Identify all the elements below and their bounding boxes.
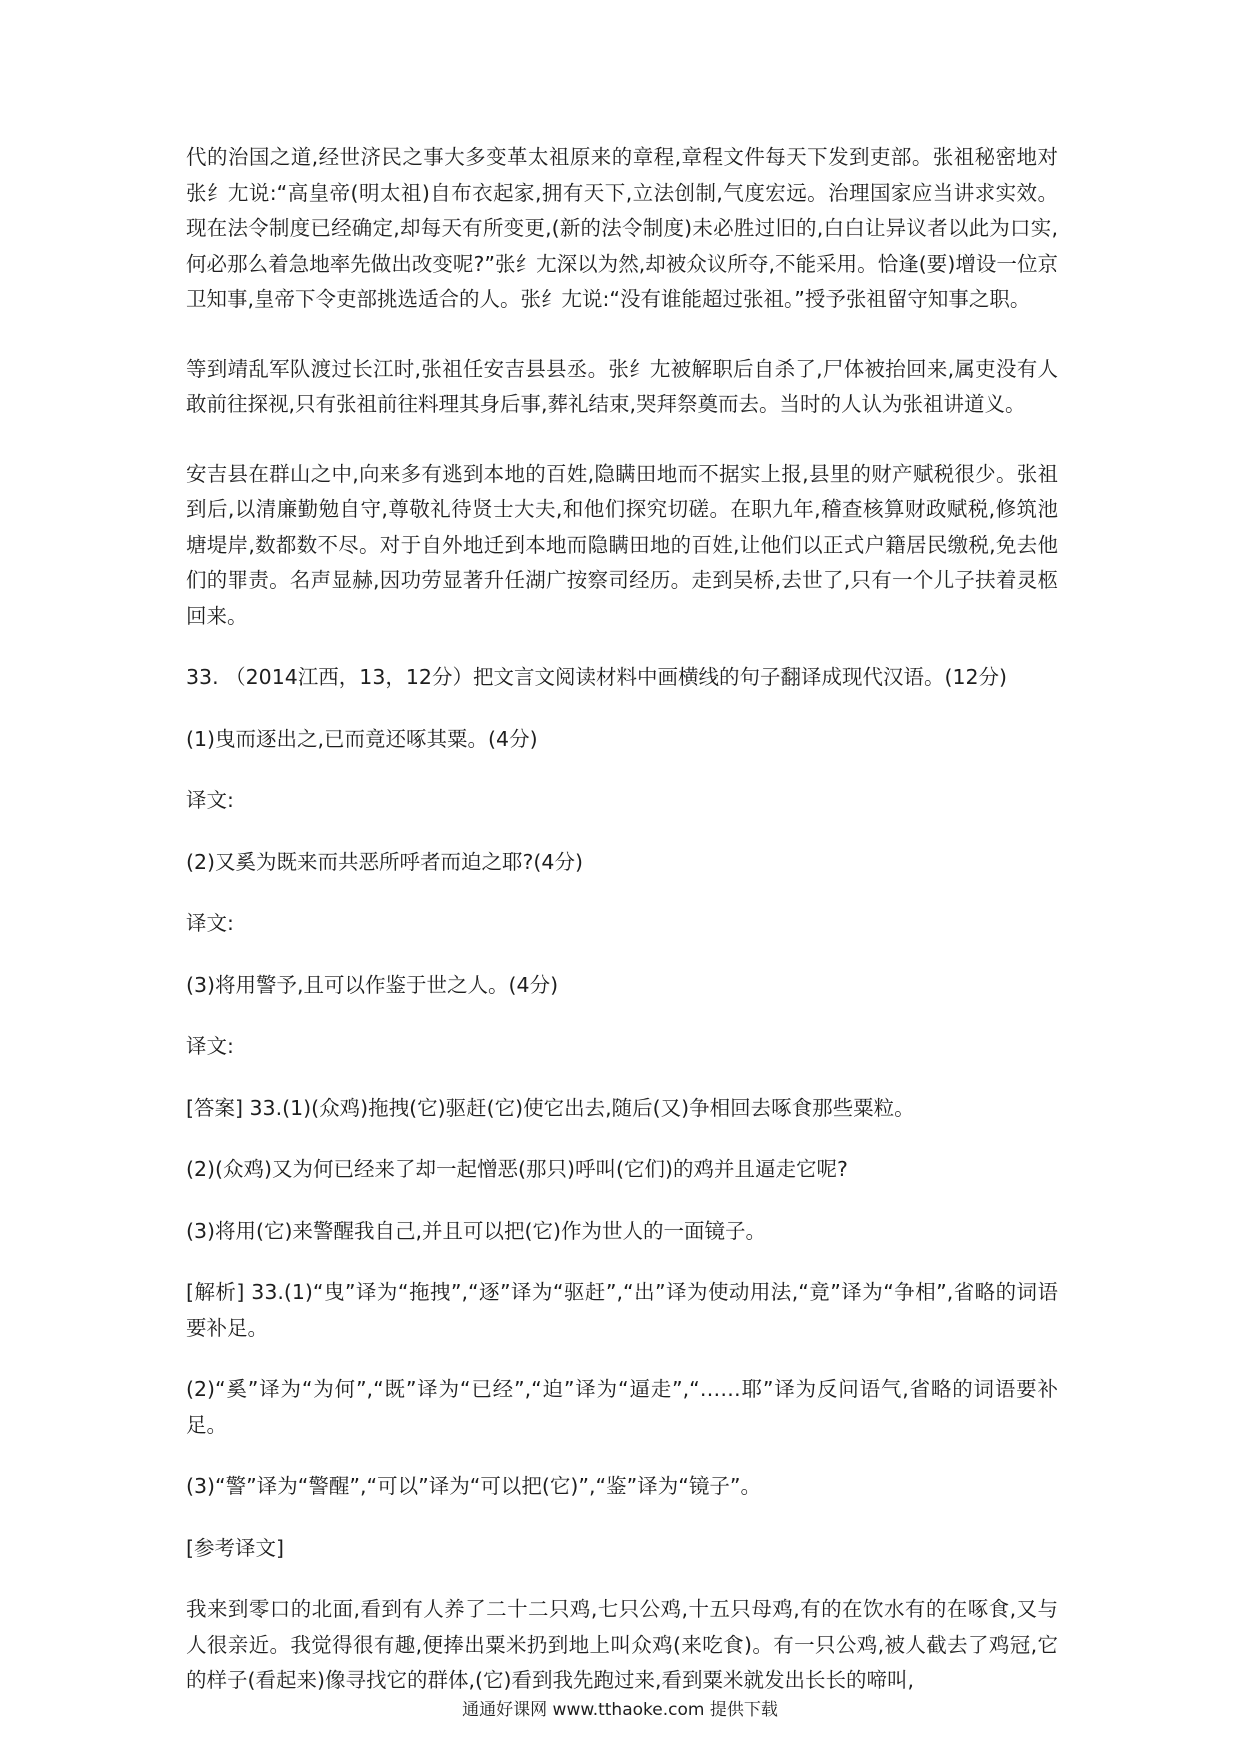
paragraph-zhangzu-loyalty: 等到靖乱军队渡过长江时,张祖任安吉县县丞。张纟尢被解职后自杀了,尸体被抬回来,属吏没有人敢前往探视,只有张祖前往料理其身后事,葬礼结束,哭拜祭奠而去。当时的人认为张祖讲道义。 bbox=[186, 356, 1058, 416]
document-body bbox=[186, 140, 1058, 1699]
analysis-33-2: (2)“奚”译为“为何”,“既”译为“已经”,“迫”译为“逼走”,“……耶”译为反问语气,省略的词语要补足。 bbox=[186, 1377, 1058, 1437]
analysis-33-1: [解析] 33.(1)“曳”译为“拖拽”,“逐”译为“驱赶”,“出”译为使动用法,“竟”译为“争相”,省略的词语要补足。 bbox=[186, 1280, 1058, 1340]
translation-label-2: 译文: bbox=[186, 911, 234, 935]
paragraph-anji-county: 安吉县在群山之中,向来多有逃到本地的百姓,隐瞒田地而不据实上报,县里的财产赋税很少。张祖到后,以清廉勤勉自守,尊敬礼待贤士大夫,和他们探究切磋。在职九年,稽查核算财政赋税,修筑池塘堤岸,数都数不尽。对于自外地迁到本地而隐瞒田地的百姓,让他们以正式户籍居民缴税,免去他们的罪责。名声显赫,因功劳显著升任湖广按察司经历。走到吴桥,去世了,只有一个儿子扶着灵柩回来。 bbox=[186, 461, 1058, 628]
question-33-item-2: (2)又奚为既来而共恶所呼者而迫之耶?(4分) bbox=[186, 849, 583, 874]
reference-translation-heading: [参考译文] bbox=[186, 1535, 284, 1560]
page-footer: 通通好课网 www.tthaoke.com 提供下载 bbox=[462, 1700, 778, 1720]
question-33-item-3: (3)将用警予,且可以作鉴于世之人。(4分) bbox=[186, 972, 559, 997]
paragraph-zhangzu-advice: 代的治国之道,经世济民之事大多变革太祖原来的章程,章程文件每天下发到吏部。张祖秘密地对张纟尢说:“高皇帝(明太祖)自布衣起家,拥有天下,立法创制,气度宏远。治理国家应当讲求实效。现在法令制度已经确定,却每天有所变更,(新的法令制度)未必胜过旧的,白白让异议者以此为口实,何必那么着急地率先做出改变呢?”张纟尢深以为然,却被众议所夺,不能采用。恰逢(要)增设一位京卫知事,皇帝下令吏部挑选适合的人。张纟尢说:“没有谁能超过张祖。”授予张祖留守知事之职。 bbox=[186, 145, 1058, 311]
translation-label-3: 译文: bbox=[186, 1034, 234, 1058]
answer-33-2: (2)(众鸡)又为何已经来了却一起憎恶(那只)呼叫(它们)的鸡并且逼走它呢? bbox=[186, 1157, 848, 1181]
reference-translation-text: 我来到零口的北面,看到有人养了二十二只鸡,七只公鸡,十五只母鸡,有的在饮水有的在啄食,又与人很亲近。我觉得很有趣,便捧出粟米扔到地上叫众鸡(来吃食)。有一只公鸡,被人截去了鸡冠,它的样子(看起来)像寻找它的群体,(它)看到我先跑过来,看到粟米就发出长长的啼叫, bbox=[186, 1597, 1058, 1692]
analysis-33-3: (3)“警”译为“警醒”,“可以”译为“可以把(它)”,“鉴”译为“镜子”。 bbox=[186, 1474, 762, 1498]
question-33-item-1: (1)曳而逐出之,已而竟还啄其粟。(4分) bbox=[186, 726, 538, 751]
answer-33-1: [答案] 33.(1)(众鸡)拖拽(它)驱赶(它)使它出去,随后(又)争相回去啄食那些粟粒。 bbox=[186, 1095, 915, 1120]
answer-33-3: (3)将用(它)来警醒我自己,并且可以把(它)作为世人的一面镜子。 bbox=[186, 1218, 767, 1243]
question-33-heading: 33. （2014江西，13，12分）把文言文阅读材料中画横线的句子翻译成现代汉语。(12分) bbox=[186, 665, 1008, 689]
translation-label-1: 译文: bbox=[186, 788, 234, 812]
